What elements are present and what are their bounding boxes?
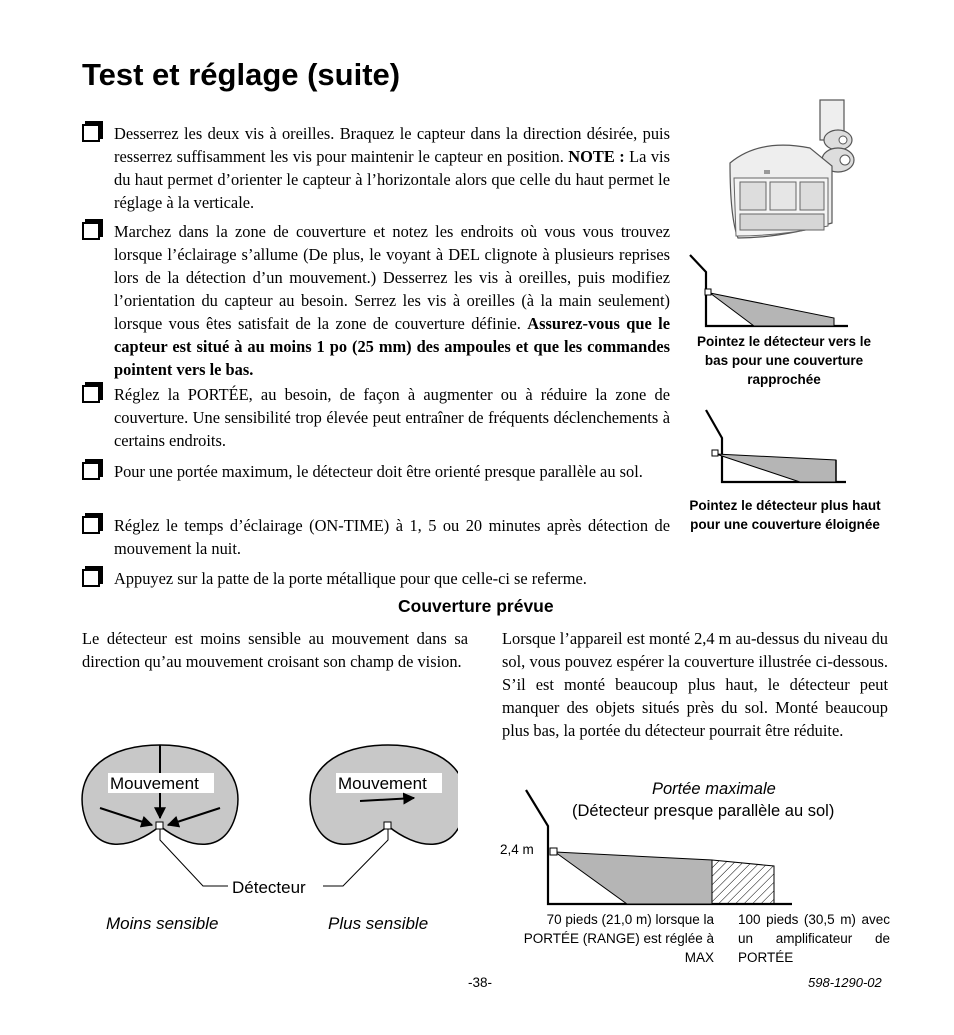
page-title: Test et réglage (suite) <box>82 57 401 92</box>
coverage-heading: Couverture prévue <box>398 596 554 616</box>
range-note-max: 70 pieds (21,0 m) lorsque la PORTÉE (RANGE) est réglée à MAX <box>523 912 714 965</box>
checkbox-icon <box>82 569 100 587</box>
detector-label: Détecteur <box>232 878 306 897</box>
range-title: Portée maximale <box>652 780 776 798</box>
checklist-item: Desserrez les deux vis à oreilles. Braquez le capteur dans la direction désirée, puis resserrez suffisamment les vis pour maintenir le capteur en position. NOTE : La vis du haut permet d’orienter le capteur à l’horizontale alors que celle du haut permet le réglage à la verticale. <box>82 122 670 214</box>
sensor-illustration <box>720 98 870 248</box>
upward-coverage-diagram <box>700 408 850 486</box>
doc-code: 598-1290-02 <box>808 975 882 990</box>
checkbox-icon <box>82 385 100 403</box>
checklist-item: Marchez dans la zone de couverture et notez les endroits où vous vous trouvez lorsque l’éclairage s’allume (De plus, le voyant à DEL clignote à plusieurs reprises lors de la détection d’un mouvement.) Desserrez les vis à oreilles, puis modifiez l’orientation du capteur au besoin. Serrez les vis à oreilles (à la main seulement) lorsque vous êtes satisfait de la zone de couverture définie. Assurez-vous que le capteur est situé à au moins 1 po (25 mm) des ampoules et que les commandes pointent vers le bas. <box>82 220 670 381</box>
page-number: -38- <box>468 975 493 990</box>
checkbox-icon <box>82 222 100 240</box>
checklist-item: Réglez la PORTÉE, au besoin, de façon à augmenter ou à réduire la zone de couverture. Une sensibilité trop élevée peut entraîner de fréquents déclenchements à certains endroits. <box>82 383 670 452</box>
downward-coverage-diagram <box>684 250 854 330</box>
range-subtitle: (Détecteur presque parallèle au sol) <box>572 802 835 820</box>
checkbox-icon <box>82 462 100 480</box>
range-note-amplifier: 100 pieds (30,5 m) avec un amplificateur de PORTÉE <box>738 912 890 965</box>
movement-label-left: Mouvement <box>110 774 199 793</box>
max-range-diagram <box>522 786 792 910</box>
caption-up: Pointez le détecteur plus haut pour une couverture éloignée <box>689 498 881 532</box>
movement-label-right: Mouvement <box>338 774 427 793</box>
checklist-item: Appuyez sur la patte de la porte métallique pour que celle-ci se referme. <box>82 567 670 590</box>
height-label: 2,4 m <box>500 842 534 857</box>
checkbox-icon <box>82 124 100 142</box>
checklist-item: Réglez le temps d’éclairage (ON-TIME) à 1, 5 ou 20 minutes après détection de mouvement la nuit. <box>82 514 670 560</box>
coverage-right-paragraph: Lorsque l’appareil est monté 2,4 m au-dessus du niveau du sol, vous pouvez espérer la couverture illustrée ci-dessous. S’il est monté beaucoup plus haut, le détecteur peut manquer des objets situés près du sol. Monté beaucoup plus bas, la portée du détecteur pourrait être réduite. <box>502 629 888 740</box>
less-sensitive-label: Moins sensible <box>106 914 219 933</box>
more-sensitive-label: Plus sensible <box>328 914 429 933</box>
checkbox-icon <box>82 516 100 534</box>
caption-down: Pointez le détecteur vers le bas pour une couverture rapprochée <box>696 334 872 387</box>
checklist-item: Pour une portée maximum, le détecteur doit être orienté presque parallèle au sol. <box>82 460 670 483</box>
coverage-left-paragraph: Le détecteur est moins sensible au mouvement dans sa direction qu’au mouvement croisant son champ de vision. <box>82 629 468 671</box>
